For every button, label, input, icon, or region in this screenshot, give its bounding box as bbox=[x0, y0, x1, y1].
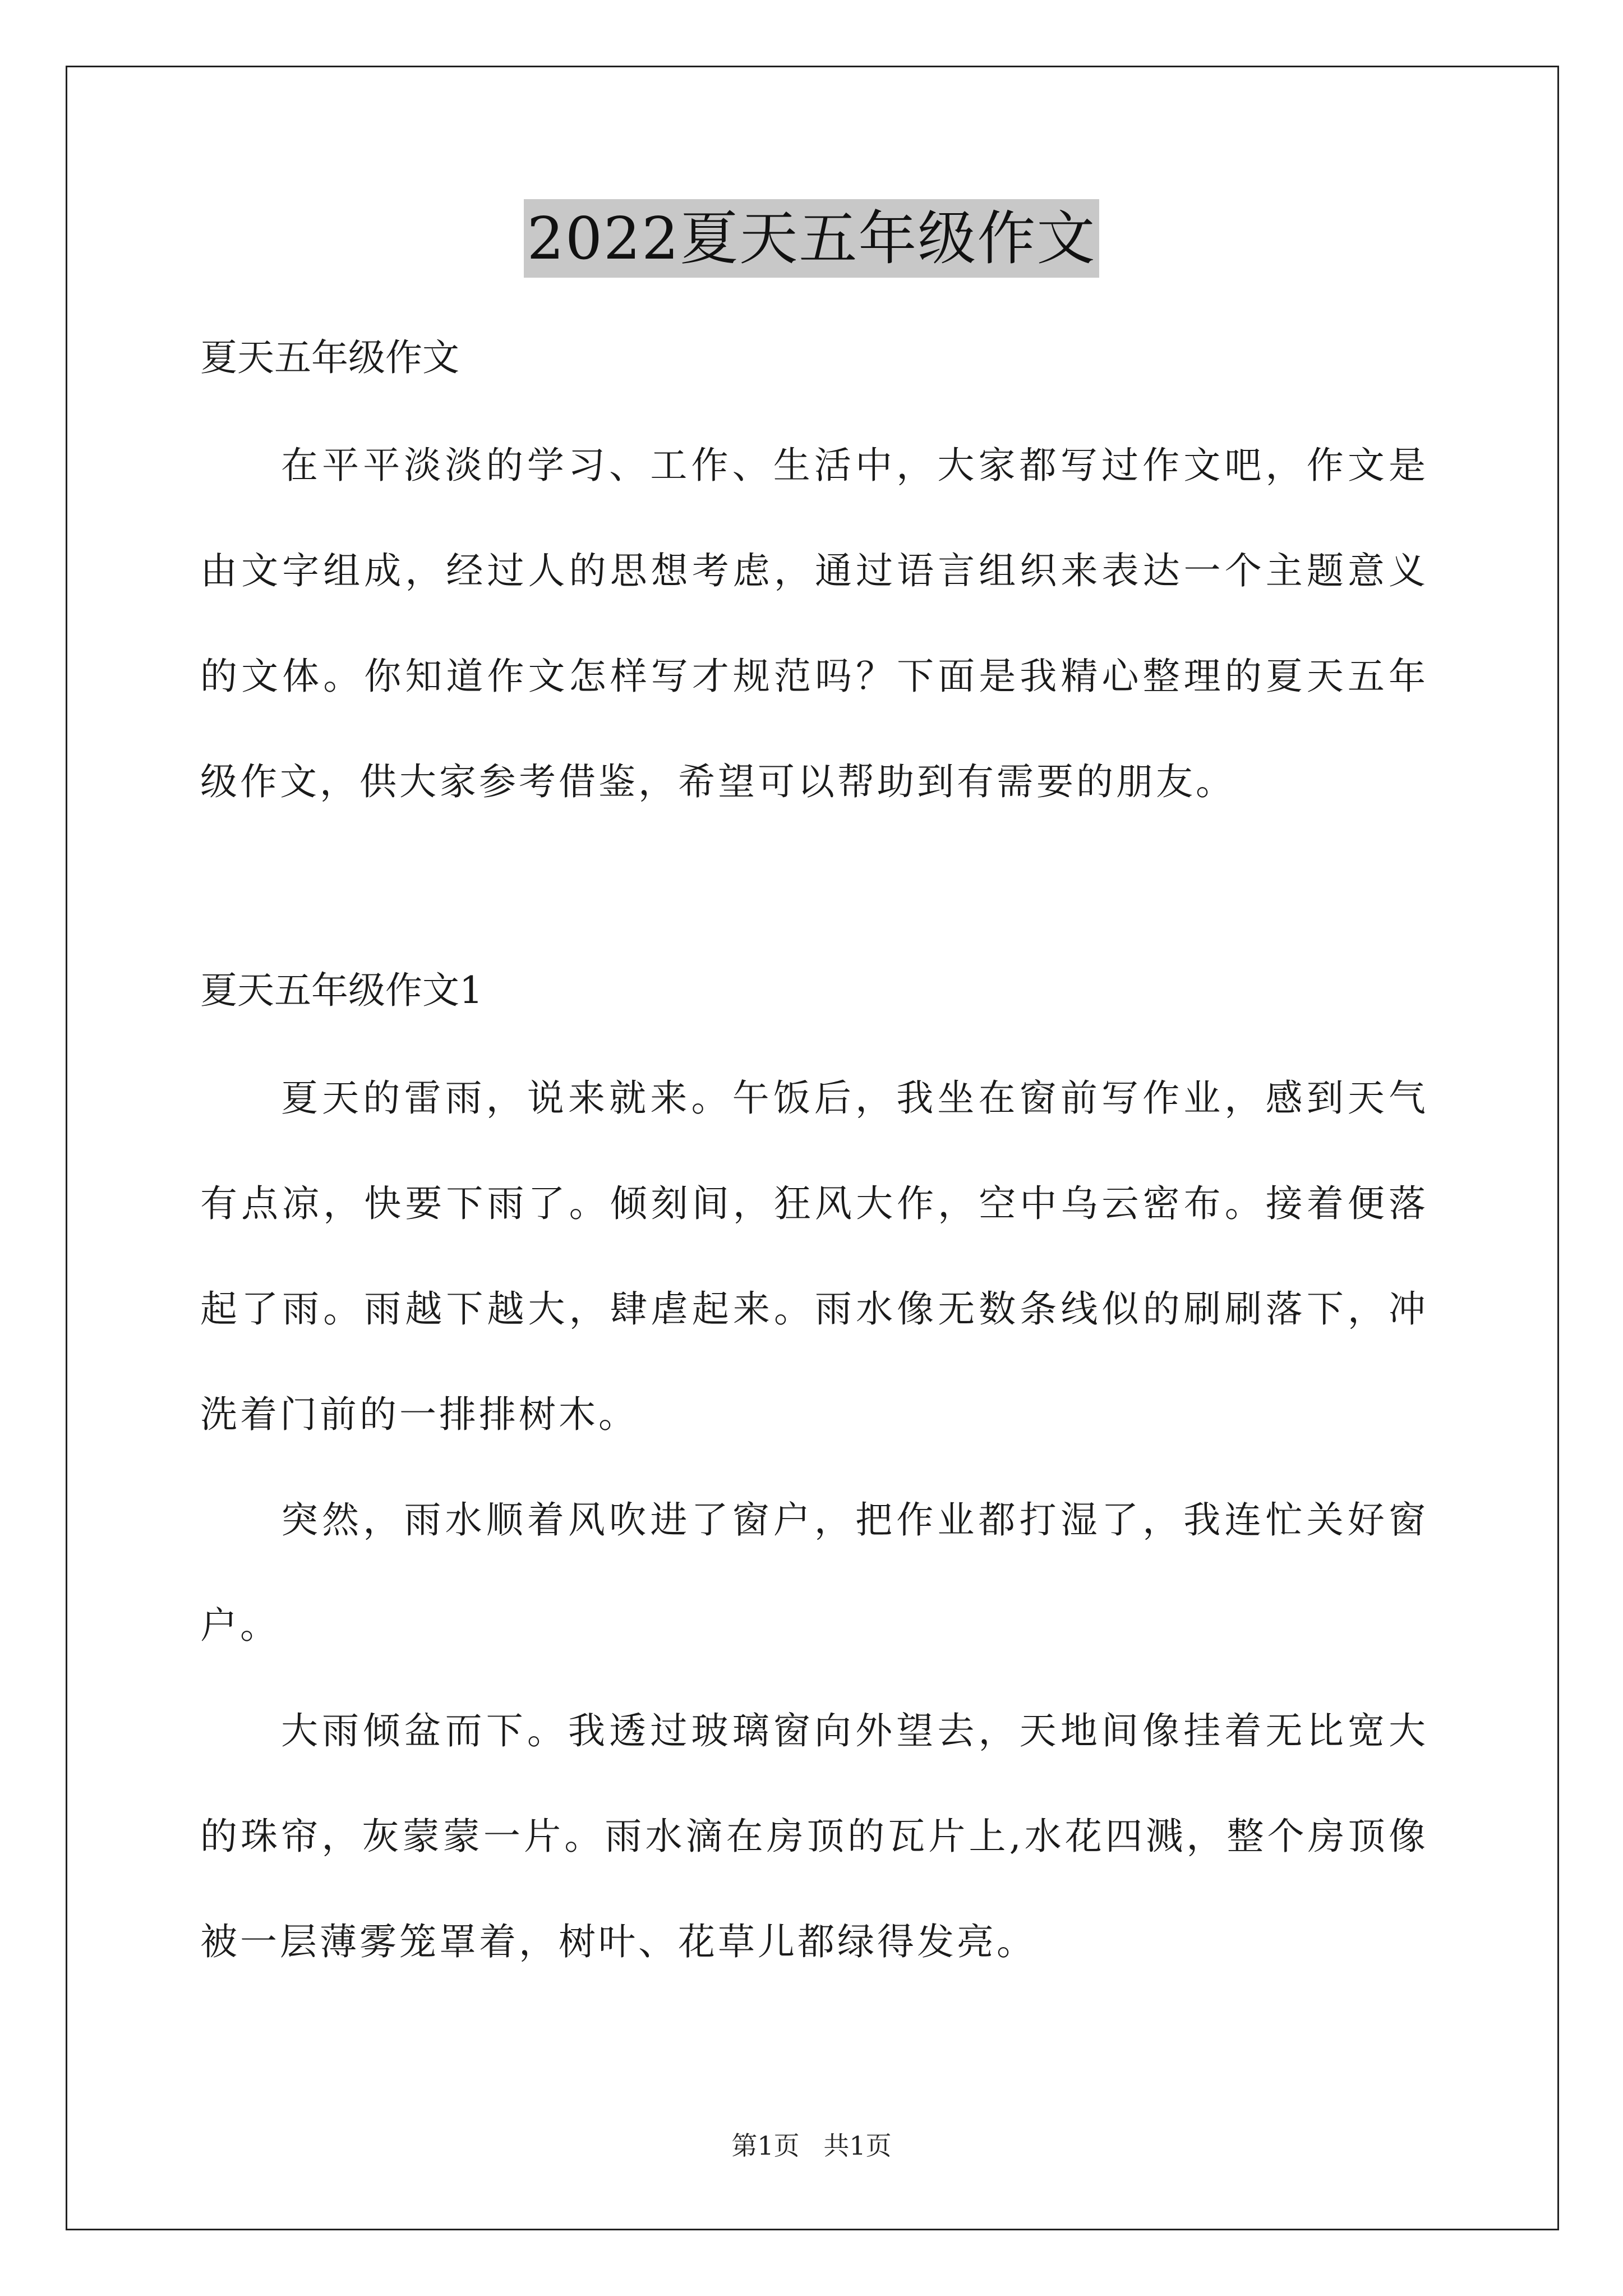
section-spacer bbox=[200, 835, 1428, 936]
page-total: 共1页 bbox=[823, 2131, 892, 2161]
section-heading: 夏天五年级作文1 bbox=[200, 969, 483, 1012]
intro-heading: 夏天五年级作文 bbox=[200, 336, 459, 379]
body-paragraph: 突然，雨水顺着风吹进了窗户，把作业都打湿了，我连忙关好窗户。 bbox=[200, 1498, 1428, 1647]
document-body bbox=[200, 303, 1428, 1995]
page-footer bbox=[0, 2129, 1623, 2162]
body-paragraph: 夏天的雷雨，说来就来。午饭后，我坐在窗前写作业，感到天气有点凉，快要下雨了。倾刻间，狂风大作，空中乌云密布。接着便落起了雨。雨越下越大，肆虐起来。雨水像无数条线似的刷刷落下，冲洗着门前的一排排树木。 bbox=[200, 1076, 1428, 1436]
title-container bbox=[0, 199, 1623, 278]
document-title: 2022夏天五年级作文 bbox=[524, 199, 1100, 278]
page-number: 第1页 bbox=[731, 2131, 800, 2161]
body-paragraph: 大雨倾盆而下。我透过玻璃窗向外望去，天地间像挂着无比宽大的珠帘，灰蒙蒙一片。雨水滴在房顶的瓦片上,水花四溅，整个房顶像被一层薄雾笼罩着，树叶、花草儿都绿得发亮。 bbox=[200, 1709, 1428, 1963]
intro-paragraph: 在平平淡淡的学习、工作、生活中，大家都写过作文吧，作文是由文字组成，经过人的思想考虑，通过语言组织来表达一个主题意义的文体。你知道作文怎样写才规范吗？下面是我精心整理的夏天五年级作文，供大家参考借鉴，希望可以帮助到有需要的朋友。 bbox=[200, 444, 1428, 803]
